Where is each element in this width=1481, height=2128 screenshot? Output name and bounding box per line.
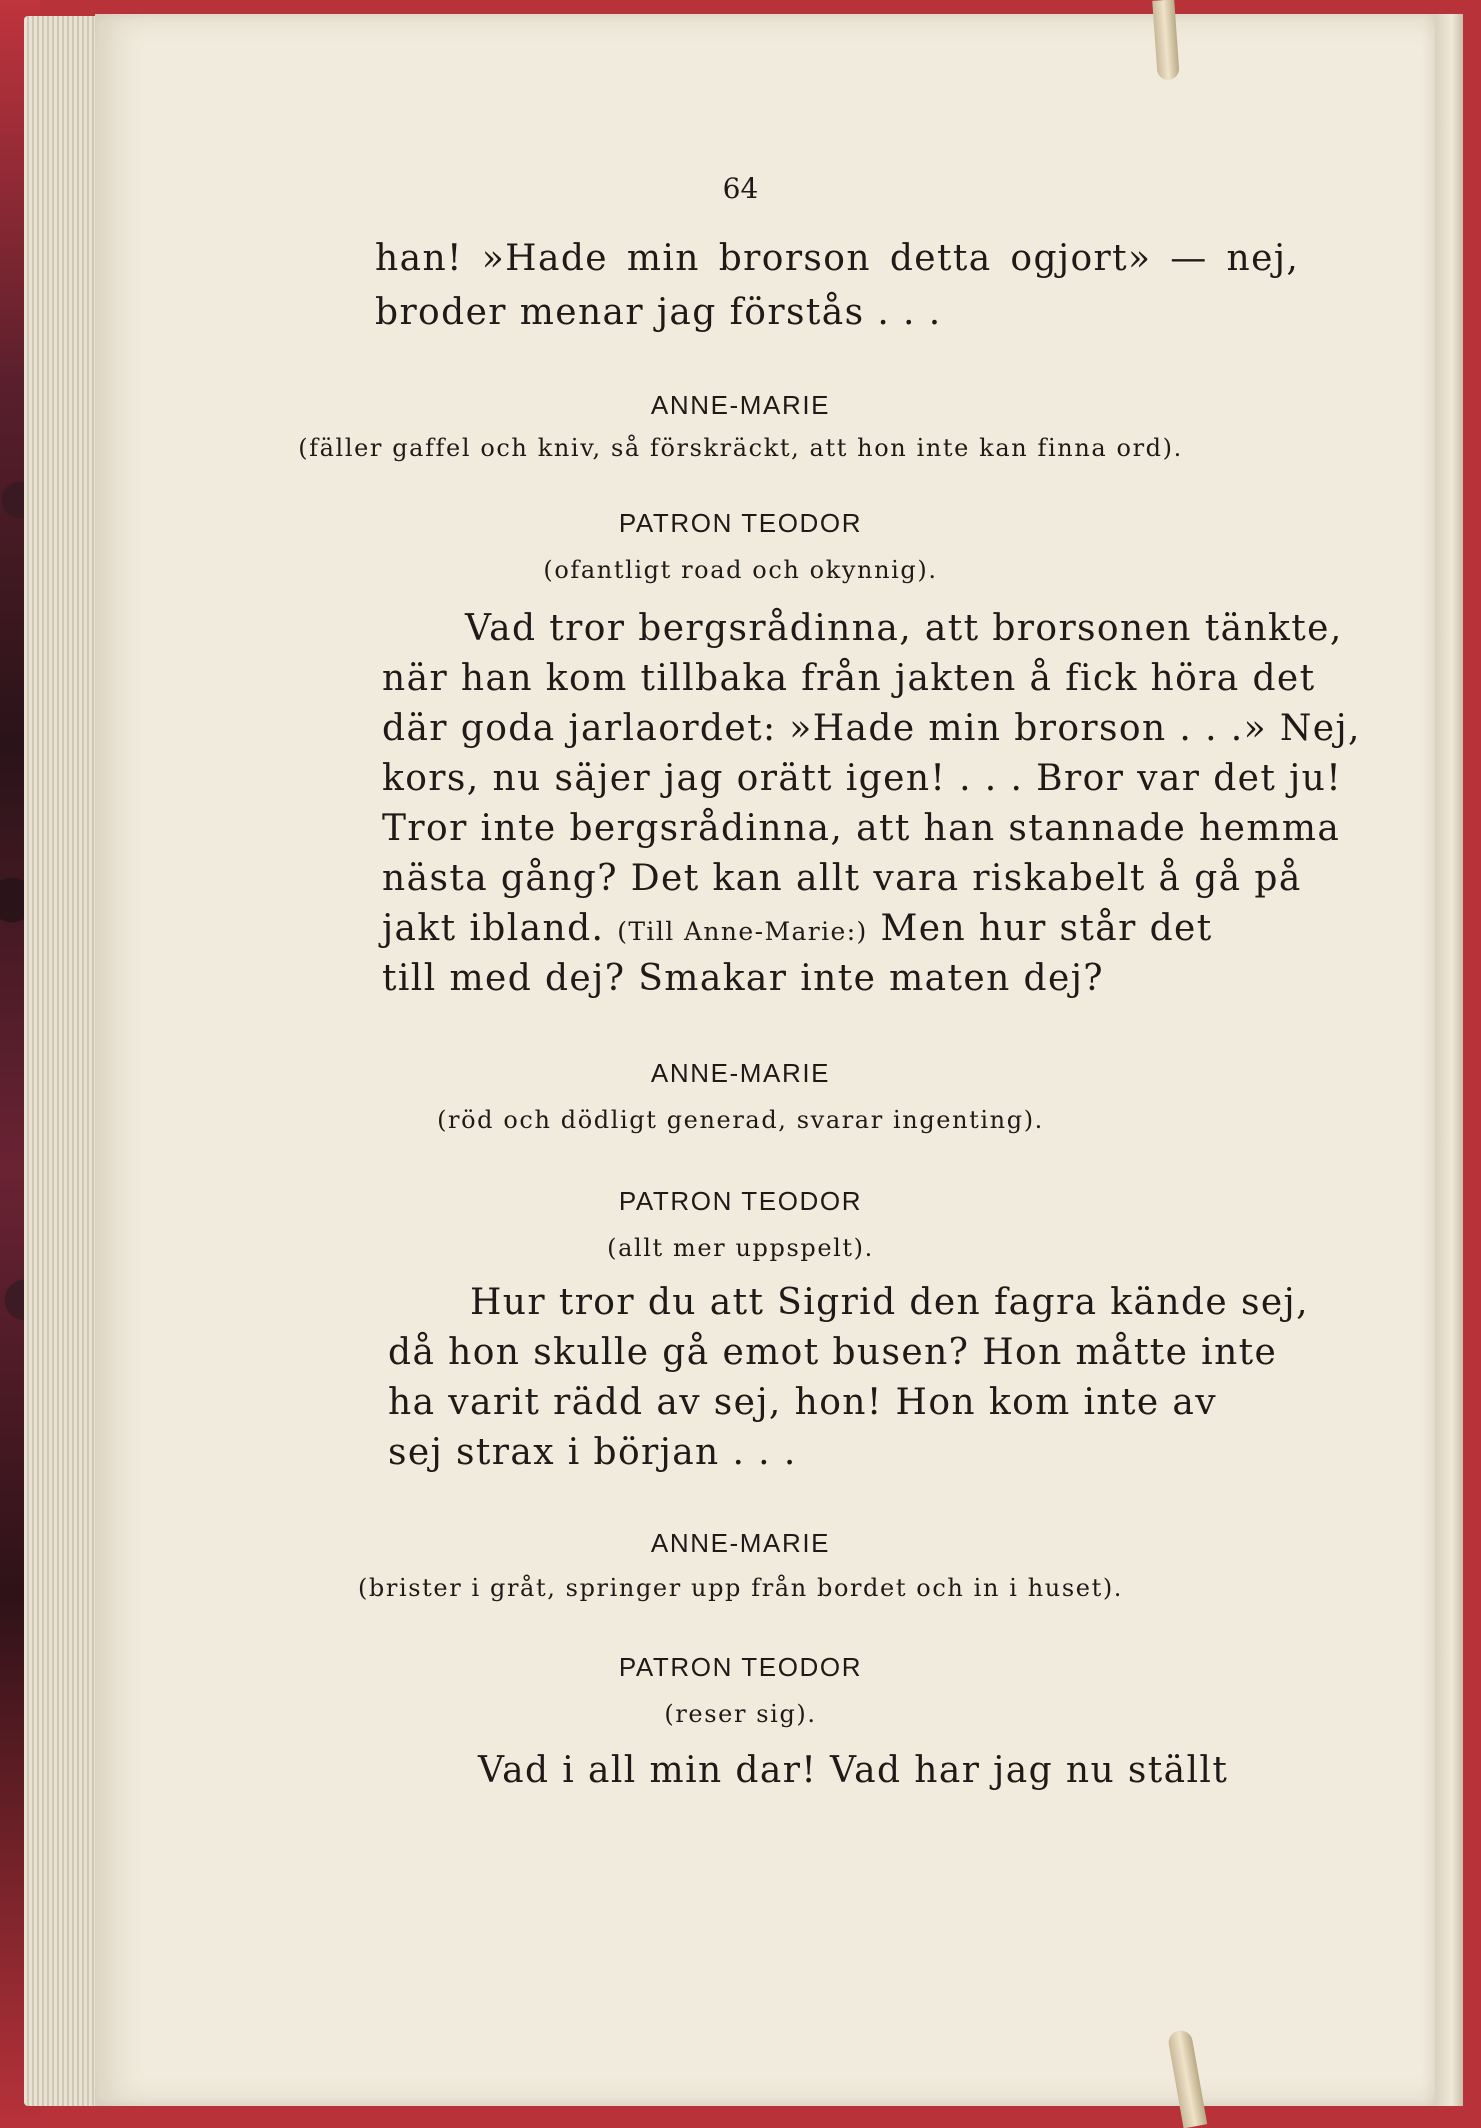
text-line: han! »Hade min brorson detta ogjort» — nej,: [375, 238, 1300, 279]
speaker-name: PATRON TEODOR: [618, 508, 863, 538]
stage-direction: (allt mer uppspelt).: [607, 1234, 874, 1262]
text-fragment: Men hur står det: [880, 908, 1213, 949]
stage-direction: (ofantligt road och okynnig).: [543, 556, 938, 584]
text-line: ha varit rädd av sej, hon! Hon kom inte av: [388, 1382, 1218, 1423]
speaker-name: PATRON TEODOR: [618, 1652, 863, 1682]
text-line: [382, 908, 1213, 949]
text-line: Vad i all min dar! Vad har jag nu ställt: [478, 1750, 1229, 1791]
text-line: broder menar jag förstås . . .: [375, 292, 942, 333]
inline-stage-direction: (Till Anne-Marie:): [617, 917, 868, 946]
speaker-name: PATRON TEODOR: [618, 1186, 863, 1216]
text-line: kors, nu säjer jag orätt igen! . . . Bror var det ju!: [382, 758, 1343, 799]
text-line: sej strax i början . . .: [388, 1432, 797, 1473]
stage-direction: (röd och dödligt generad, svarar ingenting).: [437, 1106, 1044, 1134]
text-line: till med dej? Smakar inte maten dej?: [382, 958, 1104, 999]
text-line: nästa gång? Det kan allt vara riskabelt å gå på: [382, 858, 1302, 899]
page-number: 64: [722, 172, 759, 205]
stage-direction: (reser sig).: [664, 1700, 817, 1728]
stage-direction: (fäller gaffel och kniv, så förskräckt, att hon inte kan finna ord).: [298, 434, 1183, 462]
text-line: då hon skulle gå emot busen? Hon måtte inte: [388, 1332, 1278, 1373]
speaker-name: ANNE-MARIE: [650, 390, 831, 420]
stage-direction: (brister i gråt, springer upp från bordet och in i huset).: [357, 1574, 1124, 1602]
text-line: Tror inte bergsrådinna, att han stannade hemma: [382, 808, 1341, 849]
text-line: Hur tror du att Sigrid den fagra kände sej,: [470, 1282, 1309, 1323]
speaker-name: ANNE-MARIE: [650, 1528, 831, 1558]
text-fragment: jakt ibland.: [382, 908, 605, 949]
speaker-name: ANNE-MARIE: [650, 1058, 831, 1088]
text-line: där goda jarlaordet: »Hade min brorson . . .» Nej,: [382, 708, 1361, 749]
text-line: när han kom tillbaka från jakten å fick höra det: [382, 658, 1316, 699]
text-line: Vad tror bergsrådinna, att brorsonen tänkte,: [465, 608, 1343, 649]
